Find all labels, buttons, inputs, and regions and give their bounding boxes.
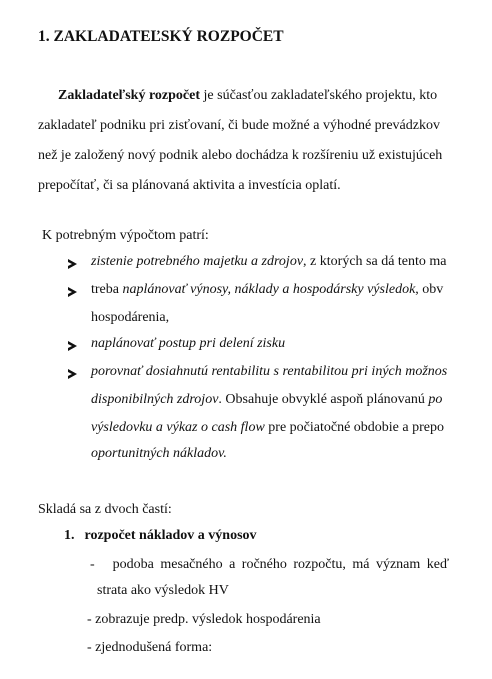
arrow-bullet-icon: [68, 256, 77, 272]
section-heading: 1. ZAKLADATEĽSKÝ ROZPOČET: [38, 28, 284, 45]
list-item-4-line-3: [91, 420, 444, 436]
italic-text: naplánovať výnosy, náklady a hospodársky výsledok: [122, 282, 416, 297]
list-text: , z ktorých sa dá tento ma: [303, 254, 447, 269]
item-title: rozpočet nákladov a výnosov: [84, 528, 257, 543]
dash-marker: -: [90, 557, 95, 572]
numbered-item-1: [64, 528, 257, 544]
italic-text: po: [428, 392, 443, 407]
list-item-1: [91, 254, 447, 270]
list-item-4-line-2: [91, 392, 442, 408]
paragraph-line-2: zakladateľ podniku pri zisťovaní, či bude možné a výhodné prevádzkov: [38, 118, 440, 133]
item-number: 1.: [64, 528, 75, 543]
list-item-4: [91, 364, 447, 380]
italic-text: výsledovku a výkaz o cash flow: [91, 420, 265, 435]
list-item-3: [91, 336, 285, 352]
list-text: . Obsahuje obvyklé aspoň plánovanú: [218, 392, 429, 407]
list-item-2-continuation: hospodárenia,: [91, 310, 170, 325]
paragraph-line-4: prepočítať, či sa plánovaná aktivita a investícia oplatí.: [38, 178, 341, 193]
list-text: treba: [91, 282, 123, 297]
paragraph-text: je súčasťou zakladateľského projektu, kto: [200, 88, 438, 103]
sub-item-3: - zjednodušená forma:: [87, 640, 213, 655]
paragraph-line-3: než je založený nový podnik alebo dochádza k rozšíreniu už existujúceh: [38, 148, 443, 163]
term-bold: Zakladateľský rozpočet: [58, 88, 201, 103]
italic-text: oportunitných nákladov.: [91, 446, 227, 461]
list-text: pre počiatočné obdobie a prepo: [264, 420, 444, 435]
sub-item-1-continuation: strata ako výsledok HV: [97, 583, 229, 598]
arrow-bullet-icon: [68, 338, 77, 354]
arrow-bullet-icon: [68, 284, 77, 300]
parts-intro: Skladá sa z dvoch častí:: [38, 502, 172, 517]
list-text: , obv: [415, 282, 444, 297]
sub-item-2: - zobrazuje predp. výsledok hospodárenia: [87, 612, 321, 627]
paragraph-line-1: [58, 88, 437, 104]
list-item-2: [91, 282, 443, 298]
list-intro: K potrebným výpočtom patrí:: [42, 228, 209, 243]
list-item-4-line-4: [91, 446, 227, 462]
italic-text: disponibilných zdrojov: [91, 392, 219, 407]
italic-text: naplánovať postup pri delení zisku: [91, 336, 286, 351]
sub-item-1: [90, 557, 449, 573]
sub-item-text: podoba mesačného a ročného rozpočtu, má význam keď: [112, 557, 450, 572]
italic-text: zistenie potrebného majetku a zdrojov: [91, 254, 304, 269]
italic-text: porovnať dosiahnutú rentabilitu s rentabilitou pri iných možnos: [91, 364, 448, 379]
arrow-bullet-icon: [68, 366, 77, 382]
